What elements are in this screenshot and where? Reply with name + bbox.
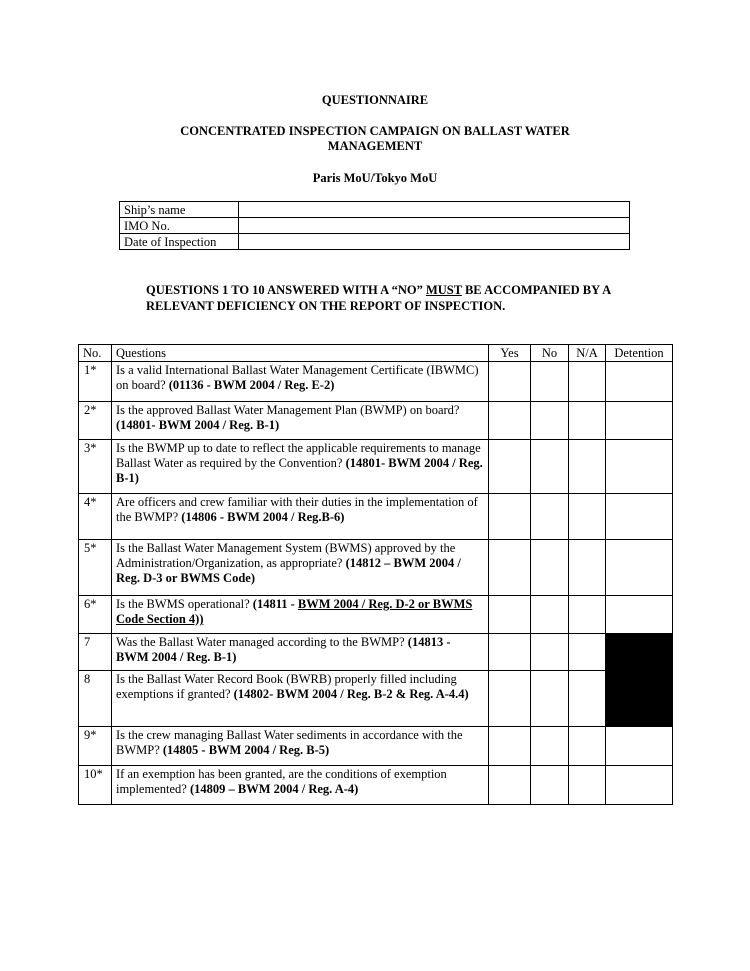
answer-no-cell[interactable]: [531, 596, 569, 634]
answer-yes-cell[interactable]: [489, 494, 531, 540]
detention-cell[interactable]: [606, 440, 673, 494]
answer-na-cell[interactable]: [569, 634, 606, 671]
question-row-8: [79, 671, 673, 727]
question-reference-prefix: (14811 -: [252, 597, 298, 611]
notice-text-part1: QUESTIONS 1 TO 10 ANSWERED WITH A “NO”: [146, 283, 426, 297]
answer-na-cell[interactable]: [569, 494, 606, 540]
answer-yes-cell[interactable]: [489, 402, 531, 440]
imo-field[interactable]: [239, 218, 630, 234]
question-number: 3*: [79, 440, 112, 494]
question-reference: (14801- BWM 2004 / Reg. B-1): [116, 456, 483, 485]
answer-no-cell[interactable]: [531, 727, 569, 766]
ship-name-row: [120, 202, 630, 218]
detention-cell[interactable]: [606, 494, 673, 540]
header-row: [79, 345, 673, 362]
question-number: 9*: [79, 727, 112, 766]
question-number: 7: [79, 634, 112, 671]
answer-yes-cell[interactable]: [489, 596, 531, 634]
answer-no-cell[interactable]: [531, 671, 569, 727]
answer-no-cell[interactable]: [531, 766, 569, 805]
answer-na-cell[interactable]: [569, 362, 606, 402]
date-field[interactable]: [239, 234, 630, 250]
answer-na-cell[interactable]: [569, 540, 606, 596]
ship-info-table: [119, 201, 630, 250]
question-number: 5*: [79, 540, 112, 596]
answer-na-cell[interactable]: [569, 727, 606, 766]
question-text: Is the BWMP up to date to reflect the applicable requirements to manage Ballast Water as required by the Convention? (14801- BWM 2004 / Reg. B-1): [112, 440, 489, 494]
answer-yes-cell[interactable]: [489, 362, 531, 402]
question-text: Is the approved Ballast Water Management Plan (BWMP) on board? (14801- BWM 2004 / Reg. B-1): [112, 402, 489, 440]
question-text: Was the Ballast Water managed according to the BWMP? (14813 - BWM 2004 / Reg. B-1): [112, 634, 489, 671]
question-row-9: [79, 727, 673, 766]
answer-no-cell[interactable]: [531, 440, 569, 494]
answer-no-cell[interactable]: [531, 540, 569, 596]
answer-no-cell[interactable]: [531, 362, 569, 402]
question-text: Are officers and crew familiar with their duties in the implementation of the BWMP? (14806 - BWM 2004 / Reg.B-6): [112, 494, 489, 540]
answer-yes-cell[interactable]: [489, 766, 531, 805]
notice-must: MUST: [425, 283, 462, 297]
col-header-no: No.: [79, 345, 112, 362]
detention-cell[interactable]: [606, 402, 673, 440]
col-header-questions: Questions: [112, 345, 489, 362]
imo-row: [120, 218, 630, 234]
answer-yes-cell[interactable]: [489, 727, 531, 766]
question-row-10: [79, 766, 673, 805]
question-reference-underlined: BWM 2004 / Reg. D-2 or BWMS Code Section 4)): [116, 597, 473, 626]
question-row-3: [79, 440, 673, 494]
no-answer-notice: [146, 282, 666, 314]
campaign-title-line2: MANAGEMENT: [327, 139, 423, 153]
question-number: 6*: [79, 596, 112, 634]
question-reference: (14813 - BWM 2004 / Reg. B-1): [116, 635, 451, 664]
question-number: 2*: [79, 402, 112, 440]
col-header-detention: Detention: [606, 345, 673, 362]
question-number: 8: [79, 671, 112, 727]
question-row-2: [79, 402, 673, 440]
date-label: Date of Inspection: [120, 234, 239, 250]
detention-cell[interactable]: [606, 362, 673, 402]
question-text: If an exemption has been granted, are the conditions of exemption implemented? (14809 – BWM 2004 / Reg. A-4): [112, 766, 489, 805]
answer-no-cell[interactable]: [531, 634, 569, 671]
question-number: 1*: [79, 362, 112, 402]
answer-na-cell[interactable]: [569, 440, 606, 494]
document-title: QUESTIONNAIRE: [321, 93, 429, 107]
col-header-na: N/A: [569, 345, 606, 362]
date-row: [120, 234, 630, 250]
question-number: 10*: [79, 766, 112, 805]
detention-shaded-cell: [606, 634, 673, 727]
answer-na-cell[interactable]: [569, 402, 606, 440]
notice-text-part2: BE ACCOMPANIED BY A RELEVANT DEFICIENCY ON THE REPORT OF INSPECTION.: [146, 283, 611, 313]
answer-yes-cell[interactable]: [489, 671, 531, 727]
detention-cell[interactable]: [606, 596, 673, 634]
answer-na-cell[interactable]: [569, 766, 606, 805]
answer-no-cell[interactable]: [531, 494, 569, 540]
answer-na-cell[interactable]: [569, 671, 606, 727]
col-header-no-answer: No: [531, 345, 569, 362]
imo-label: IMO No.: [120, 218, 239, 234]
question-reference: (14801- BWM 2004 / Reg. B-1): [116, 418, 280, 432]
question-row-7: [79, 634, 673, 671]
question-text: Is the BWMS operational? (14811 - BWM 2004 / Reg. D-2 or BWMS Code Section 4)): [112, 596, 489, 634]
answer-yes-cell[interactable]: [489, 440, 531, 494]
questions-table: [78, 344, 673, 805]
question-text: Is the Ballast Water Management System (BWMS) approved by the Administration/Organization, as appropriate? (14812 – BWM 2004 / Reg. D-3 or BWMS Code): [112, 540, 489, 596]
question-reference: (14812 – BWM 2004 / Reg. D-3 or BWMS Code): [116, 556, 461, 585]
question-row-5: [79, 540, 673, 596]
col-header-yes: Yes: [489, 345, 531, 362]
question-row-1: [79, 362, 673, 402]
answer-no-cell[interactable]: [531, 402, 569, 440]
answer-yes-cell[interactable]: [489, 540, 531, 596]
question-text: Is a valid International Ballast Water Management Certificate (IBWMC) on board? (01136 - BWM 2004 / Reg. E-2): [112, 362, 489, 402]
question-row-4: [79, 494, 673, 540]
organization-name: Paris MoU/Tokyo MoU: [312, 171, 438, 185]
question-reference: (14802- BWM 2004 / Reg. B-2 & Reg. A-4.4): [233, 687, 469, 701]
question-reference: (01136 - BWM 2004 / Reg. E-2): [168, 378, 335, 392]
question-row-6: [79, 596, 673, 634]
question-reference: (14806 - BWM 2004 / Reg.B-6): [181, 510, 345, 524]
question-reference: (14809 – BWM 2004 / Reg. A-4): [189, 782, 359, 796]
answer-na-cell[interactable]: [569, 596, 606, 634]
detention-cell[interactable]: [606, 766, 673, 805]
question-text: Is the crew managing Ballast Water sediments in accordance with the BWMP? (14805 - BWM 2004 / Reg. B-5): [112, 727, 489, 766]
detention-cell[interactable]: [606, 540, 673, 596]
ship-name-label: Ship’s name: [120, 202, 239, 218]
answer-yes-cell[interactable]: [489, 634, 531, 671]
detention-cell[interactable]: [606, 727, 673, 766]
question-reference: (14805 - BWM 2004 / Reg. B-5): [162, 743, 330, 757]
question-number: 4*: [79, 494, 112, 540]
campaign-title-line1: CONCENTRATED INSPECTION CAMPAIGN ON BALLAST WATER: [180, 124, 570, 138]
question-text: Is the Ballast Water Record Book (BWRB) properly filled including exemptions if granted? (14802- BWM 2004 / Reg. B-2 & Reg. A-4.4): [112, 671, 489, 727]
ship-name-field[interactable]: [239, 202, 630, 218]
